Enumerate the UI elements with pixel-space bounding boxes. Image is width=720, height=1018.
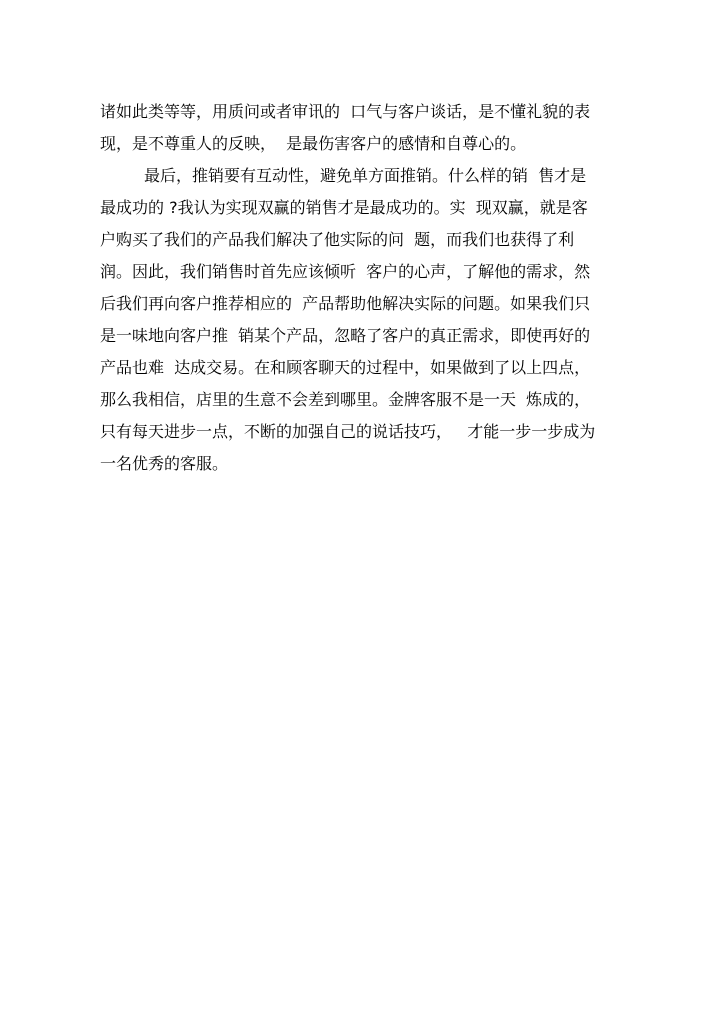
text-line: 润。因此，我们销售时首先应该倾听 客户的心声，了解他的需求，然 [100,262,591,281]
text-line: 户购买了我们的产品我们解决了他实际的问 题，而我们也获得了利 [100,230,575,249]
text-line: 只有每天进步一点，不断的加强自己的说话技巧， 才能一步一步成为 [100,422,596,441]
paragraph-start-line: 最后，推销要有互动性，避免单方面推销。什么样的销 售才是 [144,166,587,185]
text-line: 那么我相信，店里的生意不会差到哪里。金牌客服不是一天 炼成的， [100,390,591,409]
text-line: 诸如此类等等，用质问或者审讯的 口气与客户谈话，是不懂礼貌的表 [100,102,591,121]
text-line: 产品也难 达成交易。在和顾客聊天的过程中，如果做到了以上四点， [100,358,591,377]
text-line: 后我们再向客户推荐相应的 产品帮助他解决实际的问题。如果我们只 [100,294,591,313]
text-line: 最成功的 ?我认为实现双赢的销售才是最成功的。实 现双赢，就是客 [100,198,588,217]
text-line: 是一味地向客户推 销某个产品，忽略了客户的真正需求，即使再好的 [100,326,591,345]
text-line: 一名优秀的客服。 [100,454,229,473]
body-text [100,96,620,480]
text-line: 现，是不尊重人的反映， 是最伤害客户的感情和自尊心的。 [100,134,527,153]
